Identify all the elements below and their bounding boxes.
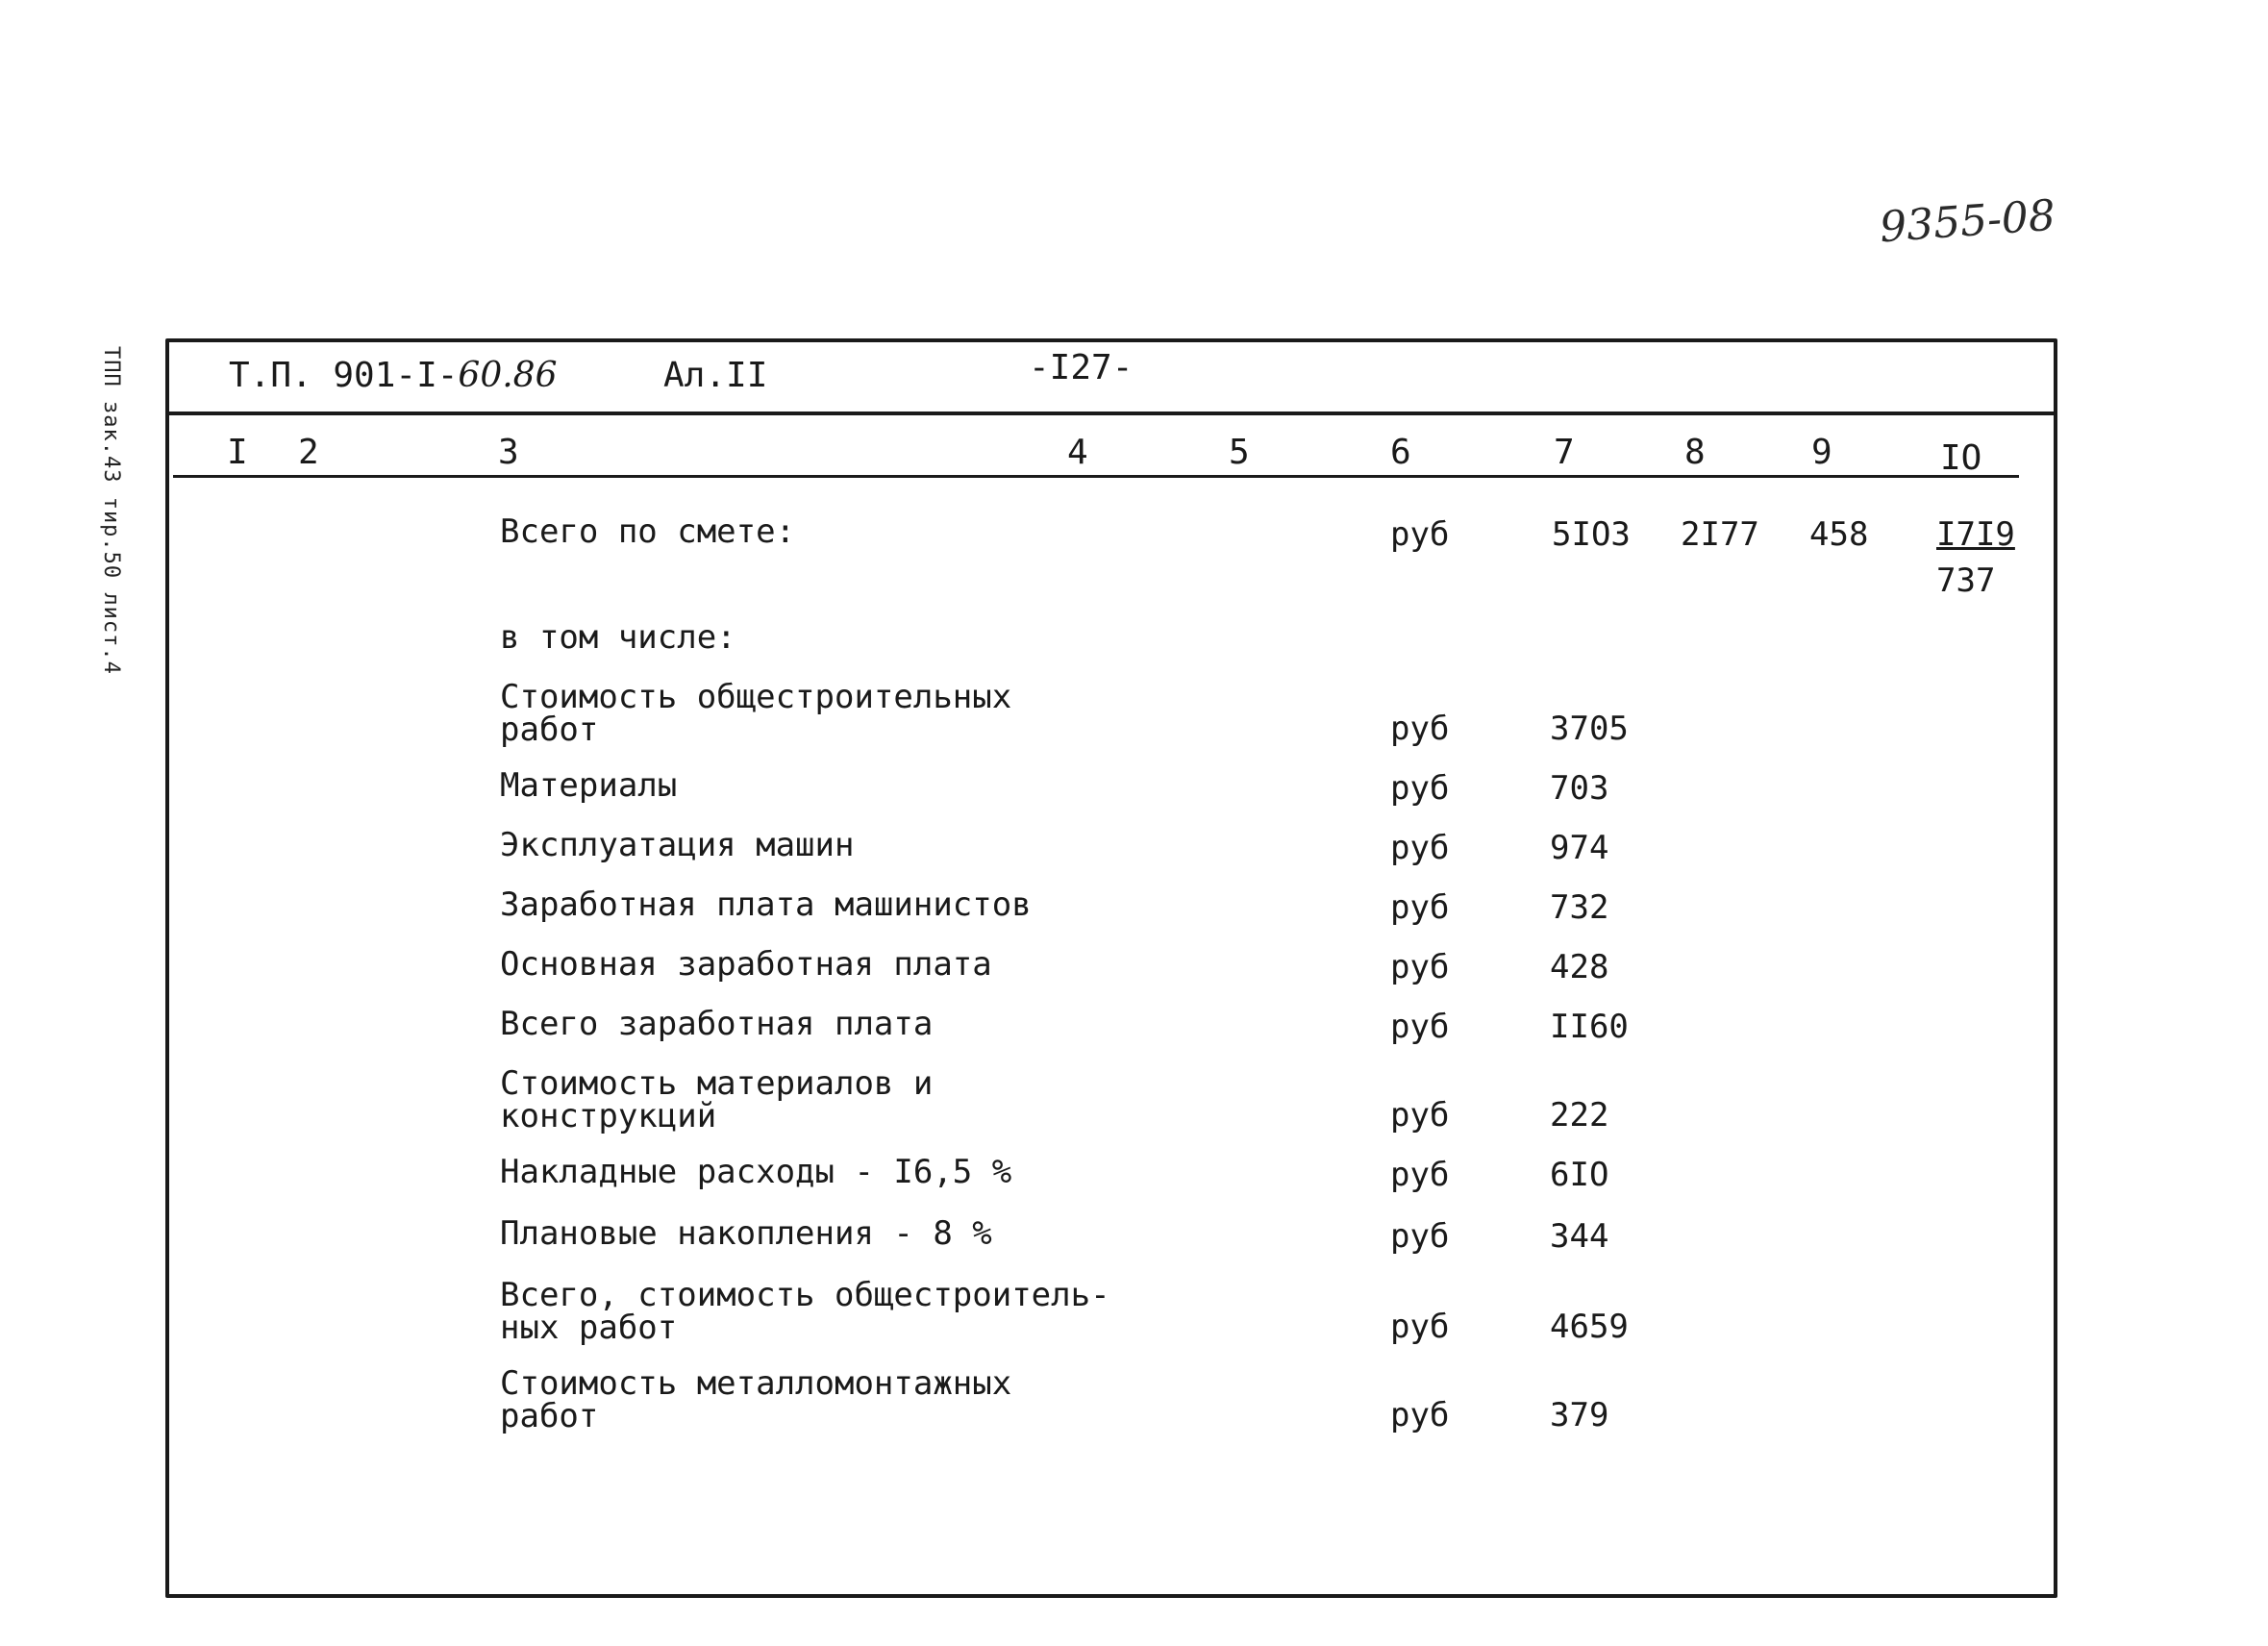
row-value: 3705: [1550, 710, 1629, 748]
column-number: IO: [1940, 438, 1982, 478]
total-col8: 2I77: [1681, 515, 1759, 554]
row-label: Стоимость металломонтажных работ: [500, 1364, 1012, 1435]
total-col7: 5IO3: [1552, 515, 1631, 554]
row-label: Заработная плата машинистов: [500, 885, 1032, 924]
document-code-handwritten: 60.86: [458, 356, 558, 395]
row-value: 379: [1550, 1396, 1609, 1434]
album-label: Ал.II: [663, 356, 768, 395]
row-value: 703: [1550, 769, 1609, 808]
row-unit: руб: [1390, 710, 1450, 748]
row-unit: руб: [1390, 1308, 1450, 1346]
row-label: Плановые накопления - 8 %: [500, 1214, 992, 1253]
row-unit: руб: [1390, 948, 1450, 986]
row-label: Стоимость общестроительных работ: [500, 678, 1012, 749]
total-col10-top: I7I9: [1936, 515, 2015, 554]
subheading: в том числе:: [500, 618, 736, 657]
row-value: 6IO: [1550, 1156, 1609, 1194]
row-value: 974: [1550, 829, 1609, 867]
column-header-divider: [173, 475, 2019, 478]
row-unit: руб: [1390, 1217, 1450, 1256]
row-unit: руб: [1390, 769, 1450, 808]
column-number: 4: [1067, 433, 1088, 472]
row-label: Всего заработная плата: [500, 1005, 934, 1043]
total-col10-bottom: 737: [1936, 561, 1996, 600]
total-col9: 458: [1809, 515, 1869, 554]
side-note: ТПП зак.43 тир.50 лист.4: [99, 346, 123, 675]
document-frame: [165, 338, 2057, 1598]
row-label: Эксплуатация машин: [500, 826, 855, 864]
total-unit: руб: [1390, 515, 1450, 554]
column-number: 3: [498, 433, 519, 472]
row-unit: руб: [1390, 1156, 1450, 1194]
row-unit: руб: [1390, 1096, 1450, 1135]
column-number: 5: [1229, 433, 1250, 472]
row-label: Всего, стоимость общестроитель- ных работ: [500, 1276, 1110, 1347]
row-value: 4659: [1550, 1308, 1629, 1346]
row-label: Основная заработная плата: [500, 945, 992, 984]
total-label: Всего по смете:: [500, 512, 796, 551]
document-code: [229, 356, 557, 395]
row-unit: руб: [1390, 888, 1450, 927]
row-label: Накладные расходы - I6,5 %: [500, 1153, 1012, 1191]
row-value: 344: [1550, 1217, 1609, 1256]
row-value: II60: [1550, 1008, 1629, 1046]
row-label: Материалы: [500, 766, 678, 805]
document-code-prefix: Т.П. 901-I-: [229, 356, 459, 395]
page-number: -I27-: [1029, 348, 1134, 387]
row-value: 428: [1550, 948, 1609, 986]
column-number: 7: [1554, 433, 1575, 472]
row-unit: руб: [1390, 1008, 1450, 1046]
column-number: 9: [1811, 433, 1832, 472]
row-unit: руб: [1390, 829, 1450, 867]
row-value: 732: [1550, 888, 1609, 927]
column-number: I: [227, 433, 248, 472]
row-value: 222: [1550, 1096, 1609, 1135]
archive-stamp: 9355-08: [1878, 190, 2057, 253]
column-number: 8: [1684, 433, 1706, 472]
column-number: 6: [1390, 433, 1411, 472]
column-number: 2: [298, 433, 319, 472]
header-divider: [165, 412, 2057, 415]
row-label: Стоимость материалов и конструкций: [500, 1064, 934, 1135]
row-unit: руб: [1390, 1396, 1450, 1434]
